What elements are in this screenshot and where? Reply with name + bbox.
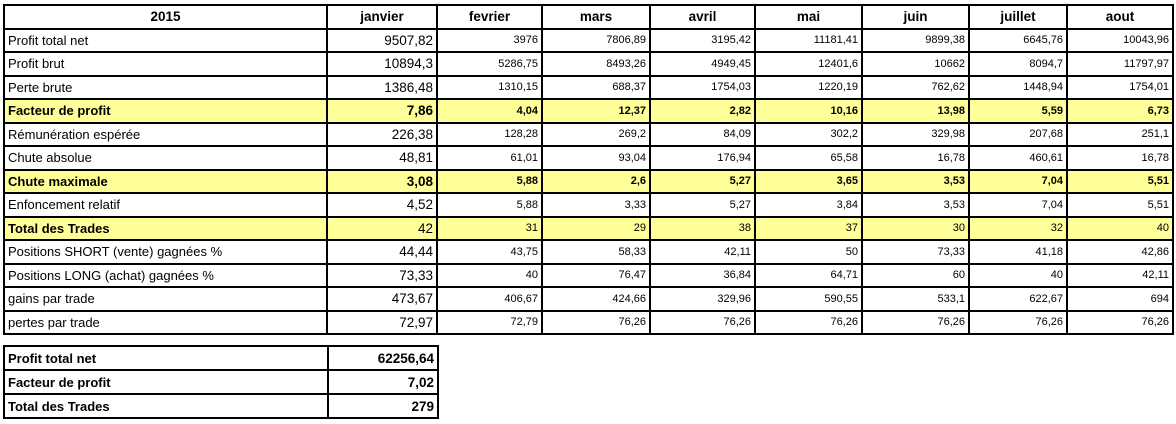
value-cell[interactable]: 40 xyxy=(969,264,1067,288)
month-header-cell[interactable]: fevrier xyxy=(437,5,542,29)
table-row xyxy=(4,52,1173,76)
value-cell[interactable]: 73,33 xyxy=(862,240,969,264)
value-cell[interactable]: 7,86 xyxy=(327,99,437,123)
value-cell[interactable]: 473,67 xyxy=(327,287,437,311)
month-header-cell[interactable]: aout xyxy=(1067,5,1173,29)
value-cell[interactable]: 6,73 xyxy=(1067,99,1173,123)
table-row xyxy=(4,264,1173,288)
table-row xyxy=(4,217,1173,241)
value-cell[interactable]: 16,78 xyxy=(1067,146,1173,170)
value-cell[interactable]: 60 xyxy=(862,264,969,288)
value-cell[interactable]: 176,94 xyxy=(650,146,755,170)
value-cell[interactable]: 5,27 xyxy=(650,193,755,217)
value-cell[interactable]: 1754,01 xyxy=(1067,76,1173,100)
value-cell[interactable]: 10043,96 xyxy=(1067,29,1173,53)
value-cell[interactable]: 72,79 xyxy=(437,311,542,335)
row-label-cell[interactable]: Profit total net xyxy=(4,29,327,53)
value-cell[interactable]: 16,78 xyxy=(862,146,969,170)
value-cell[interactable]: 1754,03 xyxy=(650,76,755,100)
value-cell[interactable]: 50 xyxy=(755,240,862,264)
value-cell[interactable]: 84,09 xyxy=(650,123,755,147)
value-cell[interactable]: 76,26 xyxy=(1067,311,1173,335)
value-cell[interactable]: 76,26 xyxy=(969,311,1067,335)
value-cell[interactable]: 4949,45 xyxy=(650,52,755,76)
value-cell[interactable]: 6645,76 xyxy=(969,29,1067,53)
summary-value-cell[interactable]: 279 xyxy=(328,394,438,418)
value-cell[interactable]: 2,6 xyxy=(542,170,650,194)
value-cell[interactable]: 36,84 xyxy=(650,264,755,288)
value-cell[interactable]: 38 xyxy=(650,217,755,241)
value-cell[interactable]: 73,33 xyxy=(327,264,437,288)
monthly-stats-table xyxy=(3,4,1174,335)
value-cell[interactable]: 42,86 xyxy=(1067,240,1173,264)
value-cell[interactable]: 76,47 xyxy=(542,264,650,288)
value-cell[interactable]: 5,51 xyxy=(1067,170,1173,194)
table-row xyxy=(4,99,1173,123)
summary-row xyxy=(4,370,438,394)
row-label-cell[interactable]: pertes par trade xyxy=(4,311,327,335)
value-cell[interactable]: 269,2 xyxy=(542,123,650,147)
value-cell[interactable]: 11797,97 xyxy=(1067,52,1173,76)
value-cell[interactable]: 4,52 xyxy=(327,193,437,217)
row-label-cell[interactable]: Chute maximale xyxy=(4,170,327,194)
table-row xyxy=(4,76,1173,100)
value-cell[interactable]: 64,71 xyxy=(755,264,862,288)
value-cell[interactable]: 5,51 xyxy=(1067,193,1173,217)
value-cell[interactable]: 42,11 xyxy=(1067,264,1173,288)
value-cell[interactable]: 7,04 xyxy=(969,193,1067,217)
value-cell[interactable]: 12,37 xyxy=(542,99,650,123)
value-cell[interactable]: 329,96 xyxy=(650,287,755,311)
value-cell[interactable]: 42,11 xyxy=(650,240,755,264)
value-cell[interactable]: 93,04 xyxy=(542,146,650,170)
value-cell[interactable]: 76,26 xyxy=(650,311,755,335)
value-cell[interactable]: 622,67 xyxy=(969,287,1067,311)
month-header-cell[interactable]: juin xyxy=(862,5,969,29)
value-cell[interactable]: 694 xyxy=(1067,287,1173,311)
value-cell[interactable]: 3,65 xyxy=(755,170,862,194)
value-cell[interactable]: 9899,38 xyxy=(862,29,969,53)
value-cell[interactable]: 76,26 xyxy=(542,311,650,335)
value-cell[interactable]: 4,04 xyxy=(437,99,542,123)
value-cell[interactable]: 44,44 xyxy=(327,240,437,264)
value-cell[interactable]: 7806,89 xyxy=(542,29,650,53)
value-cell[interactable]: 58,33 xyxy=(542,240,650,264)
value-cell[interactable]: 1310,15 xyxy=(437,76,542,100)
value-cell[interactable]: 3,53 xyxy=(862,193,969,217)
table-row xyxy=(4,240,1173,264)
table-row xyxy=(4,29,1173,53)
value-cell[interactable]: 5,88 xyxy=(437,193,542,217)
month-header-cell[interactable]: juillet xyxy=(969,5,1067,29)
value-cell[interactable]: 460,61 xyxy=(969,146,1067,170)
value-cell[interactable]: 207,68 xyxy=(969,123,1067,147)
summary-label-cell[interactable]: Profit total net xyxy=(4,346,328,370)
row-label-cell[interactable]: Facteur de profit xyxy=(4,99,327,123)
table-row xyxy=(4,123,1173,147)
value-cell[interactable]: 29 xyxy=(542,217,650,241)
value-cell[interactable]: 329,98 xyxy=(862,123,969,147)
value-cell[interactable]: 13,98 xyxy=(862,99,969,123)
value-cell[interactable]: 5286,75 xyxy=(437,52,542,76)
value-cell[interactable]: 48,81 xyxy=(327,146,437,170)
value-cell[interactable]: 11181,41 xyxy=(755,29,862,53)
table-row xyxy=(4,170,1173,194)
value-cell[interactable]: 65,58 xyxy=(755,146,862,170)
value-cell[interactable]: 43,75 xyxy=(437,240,542,264)
value-cell[interactable]: 7,04 xyxy=(969,170,1067,194)
row-label-cell[interactable]: gains par trade xyxy=(4,287,327,311)
summary-label-cell[interactable]: Facteur de profit xyxy=(4,370,328,394)
value-cell[interactable]: 1448,94 xyxy=(969,76,1067,100)
value-cell[interactable]: 762,62 xyxy=(862,76,969,100)
row-label-cell[interactable]: Rémunération espérée xyxy=(4,123,327,147)
value-cell[interactable]: 3976 xyxy=(437,29,542,53)
value-cell[interactable]: 9507,82 xyxy=(327,29,437,53)
row-label-cell[interactable]: Profit brut xyxy=(4,52,327,76)
summary-label-cell[interactable]: Total des Trades xyxy=(4,394,328,418)
value-cell[interactable]: 76,26 xyxy=(755,311,862,335)
table-row xyxy=(4,146,1173,170)
month-header-cell[interactable]: mai xyxy=(755,5,862,29)
value-cell[interactable]: 2,82 xyxy=(650,99,755,123)
row-label-cell[interactable]: Enfoncement relatif xyxy=(4,193,327,217)
summary-row xyxy=(4,394,438,418)
value-cell[interactable]: 3195,42 xyxy=(650,29,755,53)
table-row xyxy=(4,311,1173,335)
value-cell[interactable]: 3,53 xyxy=(862,170,969,194)
value-cell[interactable]: 5,27 xyxy=(650,170,755,194)
value-cell[interactable]: 8094,7 xyxy=(969,52,1067,76)
value-cell[interactable]: 128,28 xyxy=(437,123,542,147)
value-cell[interactable]: 8493,26 xyxy=(542,52,650,76)
value-cell[interactable]: 10662 xyxy=(862,52,969,76)
value-cell[interactable]: 40 xyxy=(1067,217,1173,241)
row-label-cell[interactable]: Positions SHORT (vente) gagnées % xyxy=(4,240,327,264)
table-row xyxy=(4,193,1173,217)
value-cell[interactable]: 41,18 xyxy=(969,240,1067,264)
summary-row xyxy=(4,346,438,370)
value-cell[interactable]: 226,38 xyxy=(327,123,437,147)
header-row xyxy=(4,5,1173,29)
row-label-cell[interactable]: Chute absolue xyxy=(4,146,327,170)
month-header-cell[interactable]: avril xyxy=(650,5,755,29)
value-cell[interactable]: 1220,19 xyxy=(755,76,862,100)
value-cell[interactable]: 30 xyxy=(862,217,969,241)
value-cell[interactable]: 424,66 xyxy=(542,287,650,311)
value-cell[interactable]: 76,26 xyxy=(862,311,969,335)
value-cell[interactable]: 61,01 xyxy=(437,146,542,170)
value-cell[interactable]: 5,59 xyxy=(969,99,1067,123)
value-cell[interactable]: 3,33 xyxy=(542,193,650,217)
table-row xyxy=(4,287,1173,311)
value-cell[interactable]: 31 xyxy=(437,217,542,241)
summary-table xyxy=(3,345,439,419)
value-cell[interactable]: 406,67 xyxy=(437,287,542,311)
month-header-cell[interactable]: janvier xyxy=(327,5,437,29)
summary-value-cell[interactable]: 62256,64 xyxy=(328,346,438,370)
value-cell[interactable]: 32 xyxy=(969,217,1067,241)
value-cell[interactable]: 10,16 xyxy=(755,99,862,123)
value-cell[interactable]: 590,55 xyxy=(755,287,862,311)
value-cell[interactable]: 10894,3 xyxy=(327,52,437,76)
year-header-cell[interactable]: 2015 xyxy=(4,5,327,29)
value-cell[interactable]: 1386,48 xyxy=(327,76,437,100)
value-cell[interactable]: 42 xyxy=(327,217,437,241)
value-cell[interactable]: 251,1 xyxy=(1067,123,1173,147)
value-cell[interactable]: 302,2 xyxy=(755,123,862,147)
value-cell[interactable]: 12401,6 xyxy=(755,52,862,76)
value-cell[interactable]: 688,37 xyxy=(542,76,650,100)
value-cell[interactable]: 3,84 xyxy=(755,193,862,217)
value-cell[interactable]: 40 xyxy=(437,264,542,288)
value-cell[interactable]: 5,88 xyxy=(437,170,542,194)
value-cell[interactable]: 37 xyxy=(755,217,862,241)
value-cell[interactable]: 3,08 xyxy=(327,170,437,194)
summary-value-cell[interactable]: 7,02 xyxy=(328,370,438,394)
row-label-cell[interactable]: Total des Trades xyxy=(4,217,327,241)
row-label-cell[interactable]: Perte brute xyxy=(4,76,327,100)
month-header-cell[interactable]: mars xyxy=(542,5,650,29)
row-label-cell[interactable]: Positions LONG (achat) gagnées % xyxy=(4,264,327,288)
value-cell[interactable]: 72,97 xyxy=(327,311,437,335)
value-cell[interactable]: 533,1 xyxy=(862,287,969,311)
